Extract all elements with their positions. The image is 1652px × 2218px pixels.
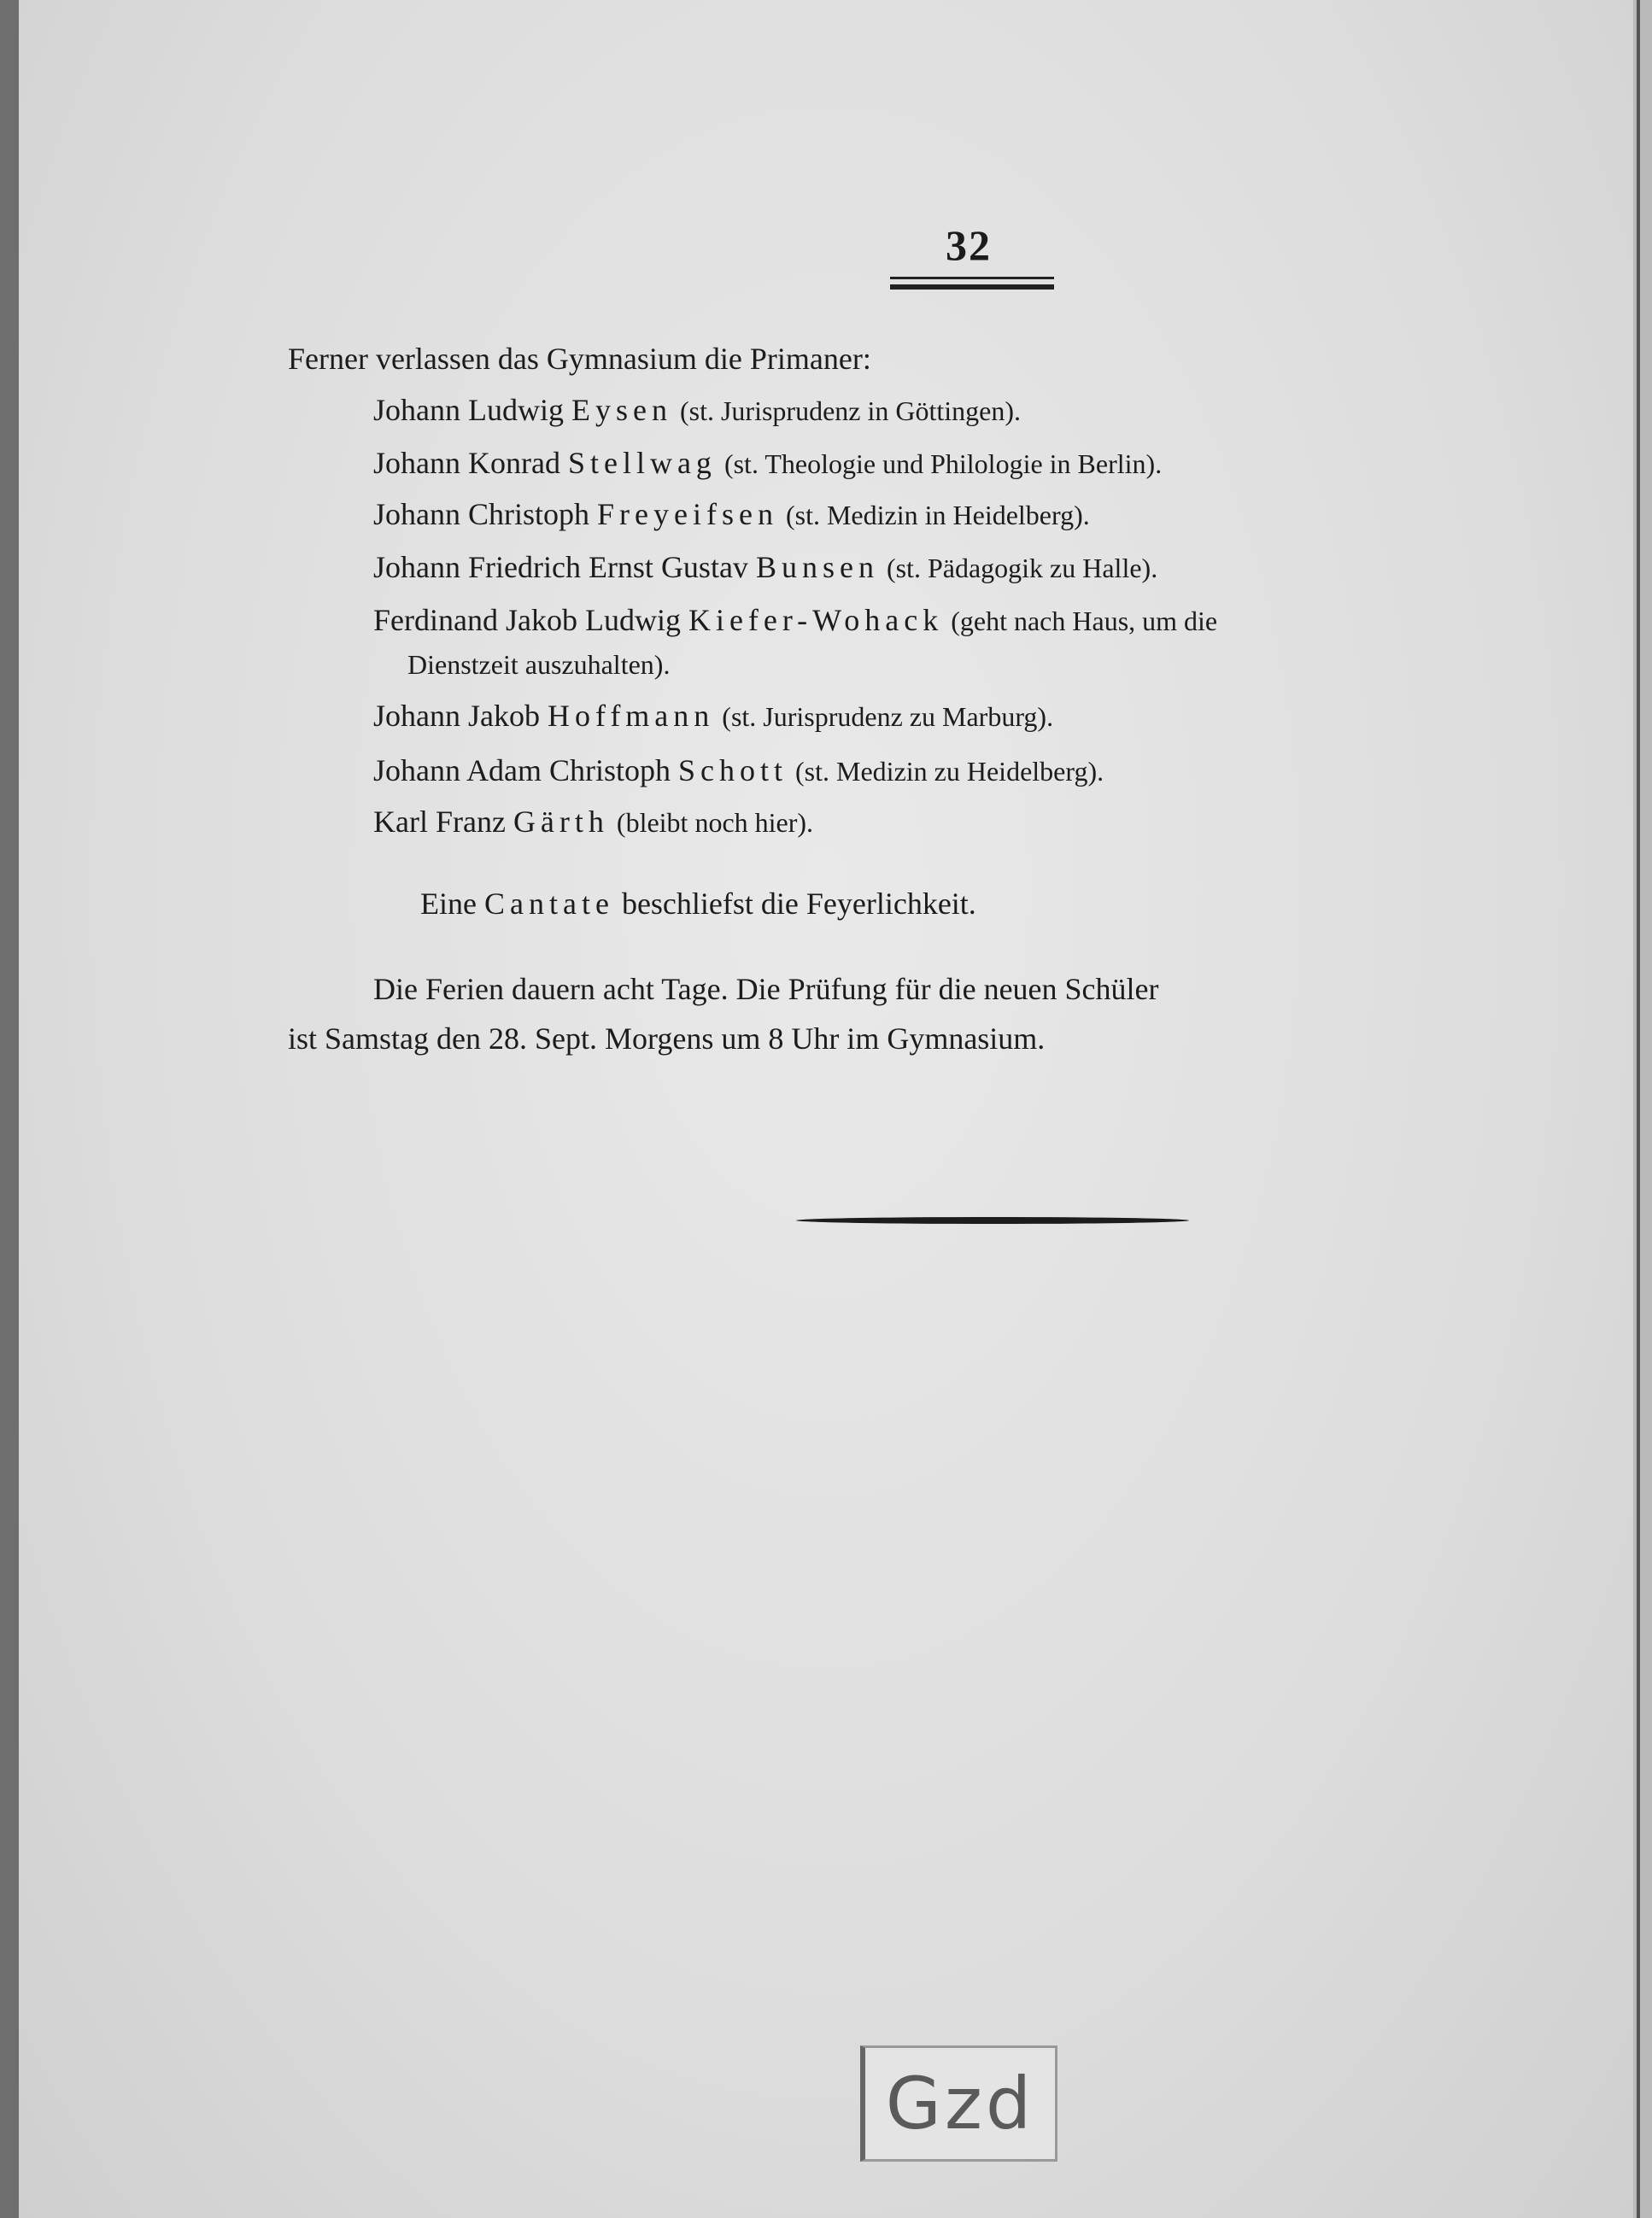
page-edge-right-line xyxy=(1637,0,1640,2218)
graduate-line-8 xyxy=(373,806,813,837)
cantate-after: beschliefst die Feyerlichkeit. xyxy=(621,887,976,921)
graduate-surname: Freyeifsen xyxy=(597,497,778,531)
cantate-before: Eine xyxy=(420,887,477,921)
graduate-first-name: Johann Konrad xyxy=(373,446,560,480)
header-rule-thick xyxy=(890,284,1054,290)
graduate-first-name: Johann Jakob xyxy=(373,699,540,733)
graduate-surname: Schott xyxy=(678,753,788,787)
page-edge-left xyxy=(0,0,19,2218)
graduate-first-name: Johann Friedrich Ernst Gustav xyxy=(373,550,748,584)
document-page xyxy=(19,0,1633,2218)
cantate-line xyxy=(420,888,976,919)
closing-rule xyxy=(796,1217,1189,1224)
graduate-line-2 xyxy=(373,448,1162,478)
cantate-word: Cantate xyxy=(483,887,614,921)
graduate-note: (st. Pädagogik zu Halle). xyxy=(886,553,1158,583)
ferien-line-1: Die Ferien dauern acht Tage. Die Prüfung für die neuen Schüler xyxy=(373,972,1159,1006)
graduate-note: (st. Medizin zu Heidelberg). xyxy=(795,756,1104,787)
graduate-first-name: Johann Adam Christoph xyxy=(373,753,671,787)
graduate-first-name: Ferdinand Jakob Ludwig xyxy=(373,603,681,637)
heading-line: Ferner verlassen das Gymnasium die Primaner: xyxy=(288,342,871,376)
graduate-first-name: Karl Franz xyxy=(373,805,506,839)
graduate-note: (st. Theologie und Philologie in Berlin). xyxy=(723,448,1163,479)
graduate-line-1 xyxy=(373,395,1021,425)
page-number: 32 xyxy=(946,221,992,269)
header-rule-thin xyxy=(890,277,1054,279)
graduate-surname: Stellwag xyxy=(567,446,717,480)
graduate-first-name: Johann Christoph xyxy=(373,497,590,531)
graduate-note: (st. Jurisprudenz zu Marburg). xyxy=(722,701,1054,732)
graduate-line-4 xyxy=(373,552,1157,582)
graduate-surname: Gärth xyxy=(513,805,609,839)
graduate-surname: Hoffmann xyxy=(547,699,715,733)
graduate-note: (geht nach Haus, um die xyxy=(951,606,1218,636)
graduate-first-name: Johann Ludwig xyxy=(373,393,564,427)
graduate-note: (st. Medizin in Heidelberg). xyxy=(785,500,1090,530)
graduate-note: (st. Jurisprudenz in Göttingen). xyxy=(679,395,1022,426)
graduate-line-7 xyxy=(373,755,1104,786)
graduate-note: (bleibt noch hier). xyxy=(616,807,814,838)
graduate-line-3 xyxy=(373,499,1090,530)
library-stamp: Gzd xyxy=(860,2045,1057,2162)
graduate-line-6 xyxy=(373,700,1053,731)
graduate-line-5 xyxy=(373,605,1217,635)
graduate-line-5-continuation: Dienstzeit auszuhalten). xyxy=(407,649,671,680)
graduate-surname: Bunsen xyxy=(755,550,879,584)
graduate-surname: Eysen xyxy=(571,393,672,427)
graduate-surname: Kiefer-Wohack xyxy=(688,603,944,637)
ferien-line-2: ist Samstag den 28. Sept. Morgens um 8 Uhr im Gymnasium. xyxy=(288,1021,1046,1056)
